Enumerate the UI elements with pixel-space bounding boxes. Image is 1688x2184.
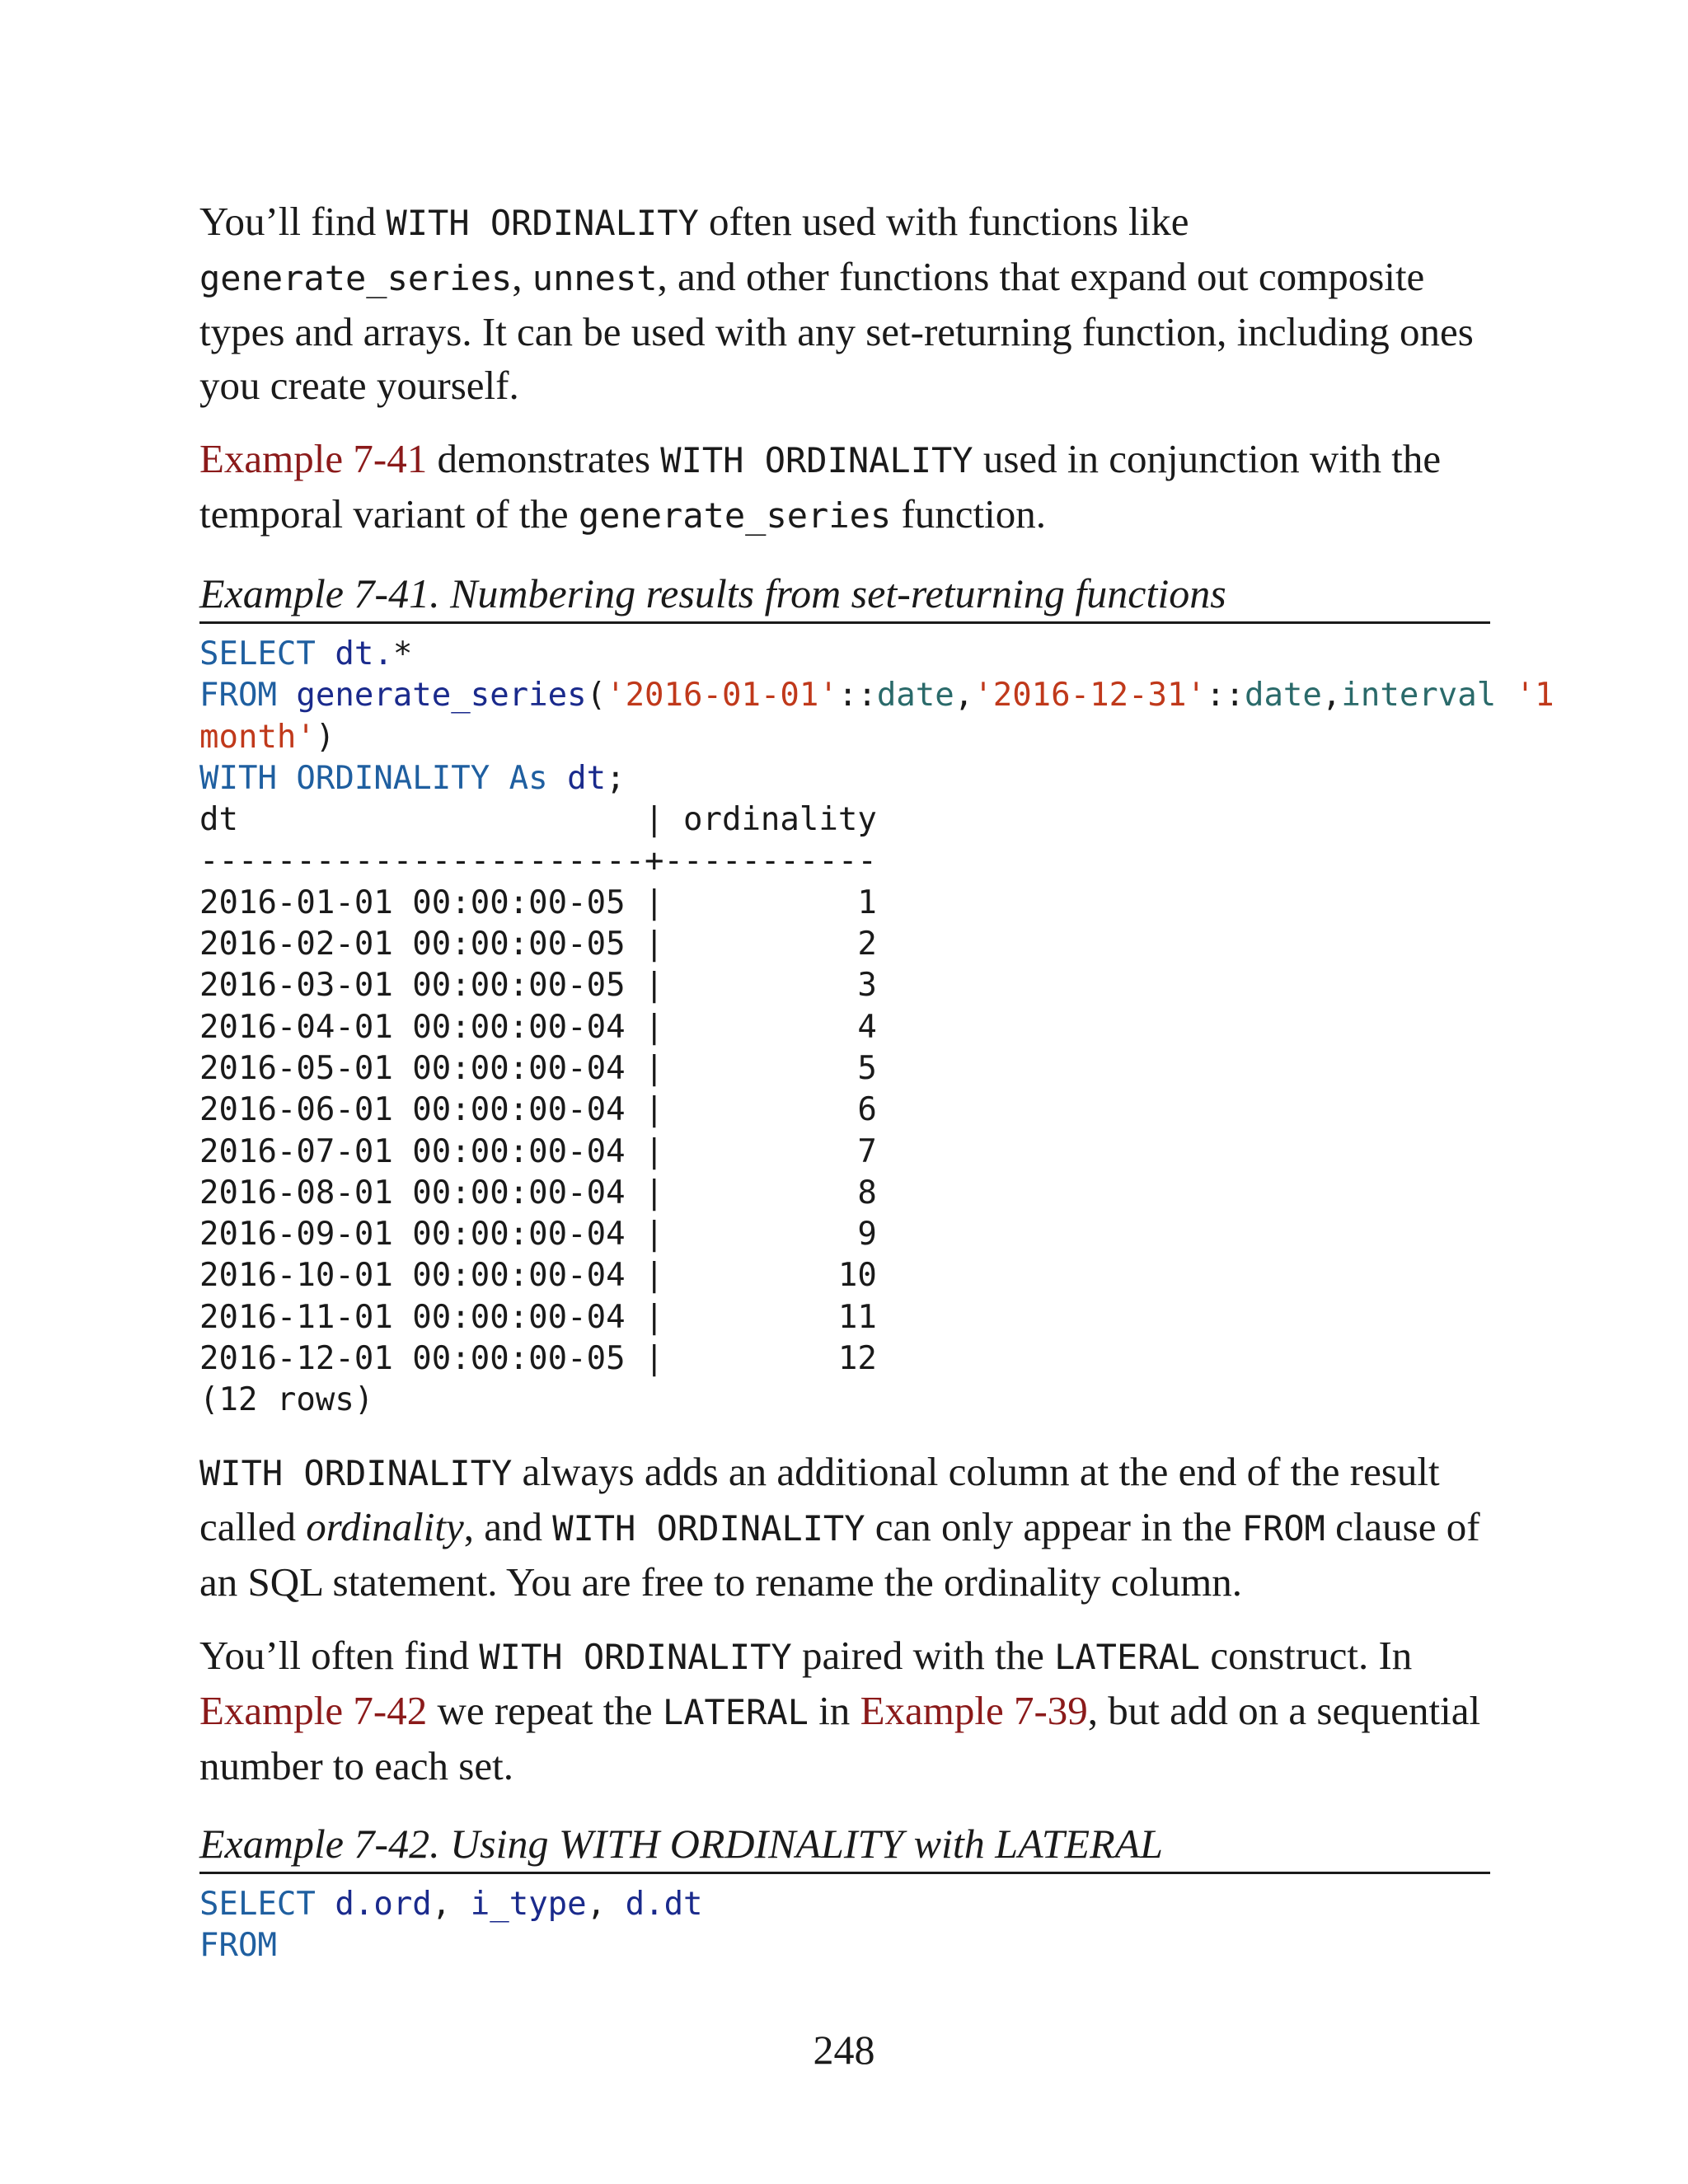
sql-keyword: FROM — [199, 677, 277, 715]
text: You’ll find — [199, 199, 387, 244]
paragraph-4 — [199, 1629, 1492, 1793]
sql-string: '2016-12-31' — [973, 677, 1206, 715]
inline-code: generate_series — [199, 258, 513, 298]
sql-paren: ( — [586, 677, 607, 715]
text: construct. In — [1200, 1632, 1413, 1678]
text: function. — [891, 491, 1046, 537]
text: clause of an SQL statement. You are free to rename the ordinality column. — [199, 1503, 1480, 1605]
inline-code: FROM — [1241, 1507, 1325, 1549]
paragraph-3 — [199, 1445, 1492, 1609]
sql-comma: , — [1321, 677, 1342, 715]
sql-type: date — [1244, 677, 1322, 715]
inline-code: WITH ORDINALITY — [479, 1636, 792, 1677]
result-row: 2016-06-01 00:00:00-04 | 6 — [199, 1091, 877, 1129]
inline-code: WITH ORDINALITY — [199, 1452, 513, 1493]
sql-cast: :: — [1206, 677, 1245, 715]
text: , but add on a sequential number to each set. — [199, 1687, 1481, 1788]
result-separator: -----------------------+----------- — [199, 842, 877, 880]
inline-code: LATERAL — [1054, 1636, 1201, 1677]
sql-semicolon: ; — [606, 759, 626, 797]
inline-code: LATERAL — [662, 1691, 809, 1732]
sql-type: interval — [1341, 677, 1497, 715]
text: can only appear in the — [865, 1503, 1242, 1549]
paragraph-2 — [199, 432, 1492, 542]
paragraph-1 — [199, 194, 1492, 412]
result-row: 2016-10-01 00:00:00-04 | 10 — [199, 1257, 877, 1295]
sql-identifier: dt — [567, 759, 607, 797]
sql-identifier: i_type — [470, 1885, 587, 1923]
link-example-7-39[interactable]: Example 7-39 — [860, 1687, 1088, 1733]
sql-keyword: SELECT — [199, 1885, 316, 1923]
text: often used with functions like — [698, 199, 1189, 244]
inline-code: unnest — [532, 258, 658, 298]
sql-paren: ) — [315, 718, 335, 756]
sql-identifier: d.dt — [625, 1885, 703, 1923]
result-row: 2016-12-01 00:00:00-05 | 12 — [199, 1340, 877, 1378]
page-content — [199, 194, 1554, 1966]
result-row: 2016-02-01 00:00:00-05 | 2 — [199, 926, 877, 963]
inline-code: generate_series — [578, 495, 892, 536]
result-row: 2016-11-01 00:00:00-04 | 11 — [199, 1298, 877, 1336]
sql-comma: , — [431, 1885, 471, 1923]
text: demonstrates — [427, 436, 661, 481]
result-row: 2016-04-01 00:00:00-04 | 4 — [199, 1008, 877, 1046]
inline-code: WITH ORDINALITY — [552, 1507, 865, 1549]
result-row: 2016-01-01 00:00:00-05 | 1 — [199, 883, 877, 921]
text: paired with the — [791, 1632, 1055, 1678]
text: in — [808, 1687, 860, 1733]
code-block-7-42 — [199, 1884, 1492, 1967]
sql-string: '1 — [1515, 677, 1554, 715]
example-caption-7-41: Example 7-41. Numbering results from set-returning functions — [199, 567, 1490, 624]
sql-keyword: FROM — [199, 1926, 277, 1964]
result-row: 2016-07-01 00:00:00-04 | 7 — [199, 1132, 877, 1170]
sql-string: '2016-01-01' — [606, 677, 838, 715]
inline-code: WITH ORDINALITY — [660, 440, 973, 480]
result-header: dt | ordinality — [199, 801, 877, 839]
sql-function: generate_series — [296, 677, 587, 715]
text: , and other functions that expand out composite types and arrays. It can be used with any set-returning function, including ones you create yourself. — [199, 254, 1474, 408]
sql-star: * — [392, 635, 413, 673]
sql-string: month' — [199, 718, 316, 756]
sql-identifier: dt. — [335, 635, 393, 673]
sql-identifier: d.ord — [335, 1885, 432, 1923]
text: we repeat the — [427, 1687, 663, 1733]
page-number: 248 — [813, 2027, 875, 2073]
result-row: 2016-03-01 00:00:00-05 | 3 — [199, 967, 877, 1005]
text: , and — [463, 1503, 553, 1549]
result-row: 2016-08-01 00:00:00-04 | 8 — [199, 1174, 877, 1212]
result-row: 2016-09-01 00:00:00-04 | 9 — [199, 1216, 877, 1254]
inline-code: WITH ORDINALITY — [386, 203, 699, 243]
result-row-count: (12 rows) — [199, 1381, 374, 1419]
sql-cast: :: — [837, 677, 877, 715]
text: You’ll often find — [199, 1632, 480, 1678]
text: always adds an additional column at the end of the result called — [199, 1448, 1440, 1549]
text: , — [512, 254, 532, 299]
sql-comma: , — [586, 1885, 626, 1923]
result-row: 2016-05-01 00:00:00-04 | 5 — [199, 1049, 877, 1087]
example-caption-7-42: Example 7-42. Using WITH ORDINALITY with LATERAL — [199, 1817, 1490, 1874]
sql-type: date — [876, 677, 954, 715]
sql-keyword: WITH ORDINALITY As — [199, 759, 548, 797]
sql-comma: , — [954, 677, 974, 715]
sql-keyword: SELECT — [199, 635, 316, 673]
link-example-7-41[interactable]: Example 7-41 — [199, 436, 428, 481]
emphasis: ordinality — [306, 1503, 464, 1549]
text: used in conjunction with the temporal variant of the — [199, 436, 1442, 537]
code-block-7-41 — [199, 634, 1554, 1422]
link-example-7-42[interactable]: Example 7-42 — [199, 1687, 428, 1733]
